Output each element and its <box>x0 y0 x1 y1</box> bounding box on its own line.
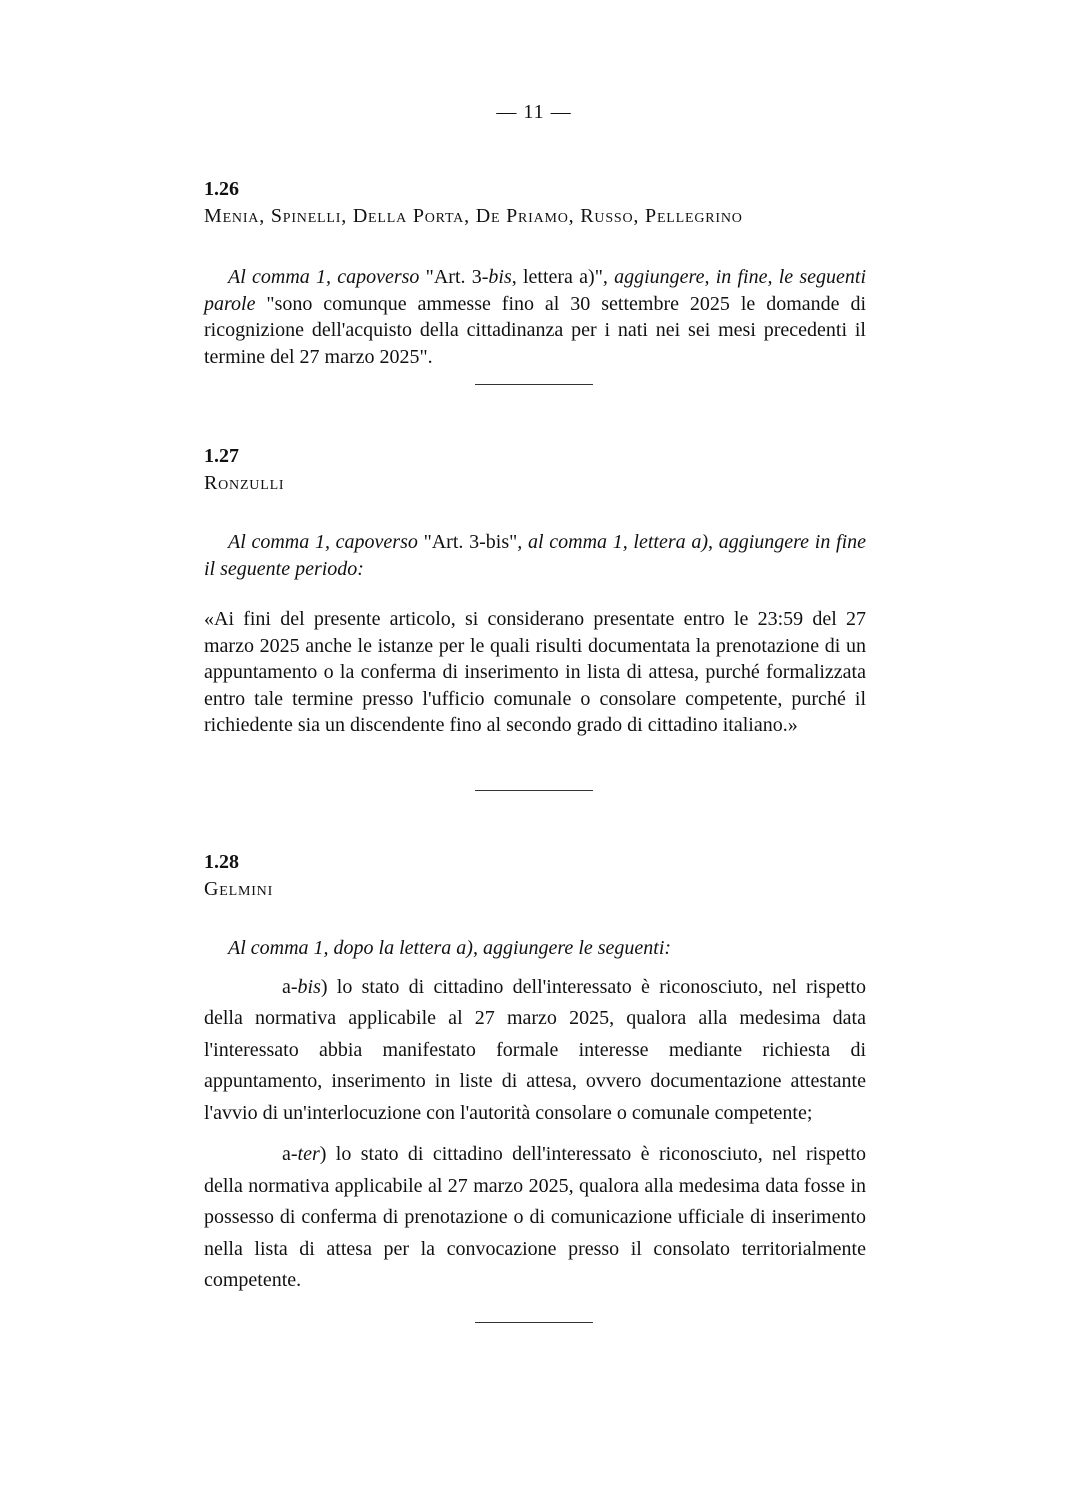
amendment-item-a-ter: a-ter) lo stato di cittadino dell'interessato è riconosciuto, nel rispetto della normativa applicabile al 27 marzo 2025, qualora alla medesima data fosse in possesso di conferma di prenotazione o di comunicazione ufficiale di inserimento nella lista di attesa per la convocazione presso il consolato territorialmente competente. <box>204 1143 866 1291</box>
separator-rule <box>475 384 593 385</box>
amendment-authors: Gelmini <box>204 878 274 900</box>
page-number: — 11 — <box>496 101 572 123</box>
amendment-item-a-bis: a-bis) lo stato di cittadino dell'interessato è riconosciuto, nel rispetto della normativa applicabile al 27 marzo 2025, qualora alla medesima data l'interessato abbia manifestato formale interesse mediante richiesta di appuntamento, inserimento in liste di attesa, ovvero documentazione attestante l'avvio di un'interlocuzione con l'autorità consolare o comunale competente; <box>204 975 866 1124</box>
amendment-number: 1.28 <box>204 851 239 873</box>
separator-rule <box>475 790 593 791</box>
amendment-authors: Ronzulli <box>204 472 285 494</box>
amendment-number: 1.27 <box>204 445 239 467</box>
amendment-intro: Al comma 1, capoverso "Art. 3-bis", al comma 1, lettera a), aggiungere in fine il seguente periodo: <box>204 531 867 580</box>
amendment-authors: Menia, Spinelli, Della Porta, De Priamo, Russo, Pellegrino <box>204 205 743 227</box>
amendment-intro: Al comma 1, dopo la lettera a), aggiungere le seguenti: <box>228 937 672 959</box>
amendment-text: Al comma 1, capoverso "Art. 3-bis, lettera a)", aggiungere, in fine, le seguenti parole "sono comunque ammesse fino al 30 settembre 2025 le domande di ricognizione dell'acquisto della cittadinanza per i nati nei sei mesi precedenti il termine del 27 marzo 2025". <box>204 266 867 368</box>
amendment-1-27 <box>204 443 866 739</box>
amendment-quote: «Ai fini del presente articolo, si considerano presentate entro le 23:59 del 27 marzo 2025 anche le istanze per le quali risulti documentata la prenotazione di un appuntamento o la conferma di inserimento in lista di attesa, purché formalizzata entro tale termine presso l'ufficio comunale o consolare competente, purché il richiedente sia un discendente fino al secondo grado di cittadino italiano.» <box>204 608 866 736</box>
separator-rule <box>475 1322 593 1323</box>
amendment-number: 1.26 <box>204 178 239 200</box>
amendment-1-26 <box>204 176 866 370</box>
amendment-1-28 <box>204 849 866 1297</box>
